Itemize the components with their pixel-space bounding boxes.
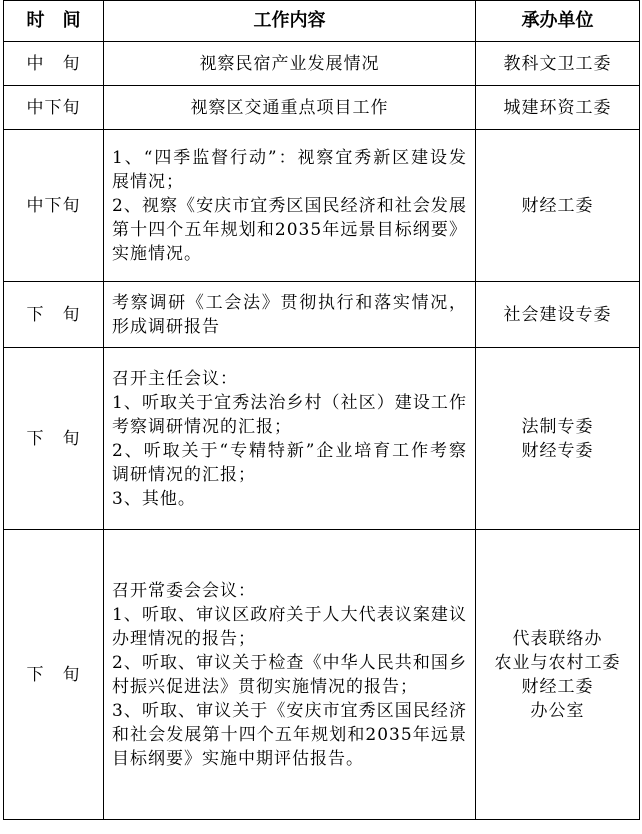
unit-cell bbox=[476, 530, 640, 820]
work-schedule-table bbox=[3, 0, 640, 820]
content-line: 2、听取关于“专精特新”企业培育工作考察调研情况的汇报； bbox=[112, 440, 467, 485]
table-row bbox=[4, 130, 640, 282]
table-row bbox=[4, 42, 640, 86]
unit-cell bbox=[476, 348, 640, 530]
header-row bbox=[4, 1, 640, 42]
unit-line: 教科文卫工委 bbox=[503, 53, 612, 74]
content-cell bbox=[104, 42, 476, 86]
table-row bbox=[4, 282, 640, 348]
content-cell bbox=[104, 282, 476, 348]
unit-cell bbox=[476, 86, 640, 130]
content-line: 1、听取、审议区政府关于人大代表议案建议办理情况的报告； bbox=[112, 604, 467, 649]
unit-cell bbox=[476, 282, 640, 348]
unit-line: 财经工委 bbox=[521, 195, 594, 216]
content-line: 视察民宿产业发展情况 bbox=[199, 53, 380, 74]
header-time: 时 间 bbox=[4, 1, 104, 42]
content-cell bbox=[104, 86, 476, 130]
content-line: 2、听取、审议关于检查《中华人民共和国乡村振兴促进法》贯彻实施情况的报告； bbox=[112, 652, 467, 697]
time-cell: 下 旬 bbox=[4, 530, 104, 820]
time-cell: 下 旬 bbox=[4, 348, 104, 530]
table-row bbox=[4, 530, 640, 820]
content-cell bbox=[104, 348, 476, 530]
unit-line: 办公室 bbox=[530, 700, 585, 721]
table-row bbox=[4, 348, 640, 530]
header-unit: 承办单位 bbox=[476, 1, 640, 42]
unit-line: 农业与农村工委 bbox=[494, 652, 621, 673]
content-line: 1、“四季监督行动”：视察宜秀新区建设发展情况； bbox=[112, 147, 467, 192]
unit-line: 城建环资工委 bbox=[503, 97, 612, 118]
content-line: 考察调研《工会法》贯彻执行和落实情况，形成调研报告 bbox=[112, 292, 467, 337]
unit-line: 财经专委 bbox=[521, 440, 594, 461]
content-line: 召开常委会会议： bbox=[112, 580, 256, 601]
content-line: 视察区交通重点项目工作 bbox=[190, 97, 389, 118]
unit-line: 财经工委 bbox=[521, 676, 594, 697]
content-line: 3、听取、审议关于《安庆市宜秀区国民经济和社会发展第十四个五年规划和2035年远景目标纲要》实施中期评估报告。 bbox=[112, 700, 467, 769]
unit-cell bbox=[476, 130, 640, 282]
time-cell: 中下旬 bbox=[4, 86, 104, 130]
content-cell bbox=[104, 130, 476, 282]
table-row bbox=[4, 86, 640, 130]
content-line: 召开主任会议： bbox=[112, 368, 238, 389]
time-cell: 下 旬 bbox=[4, 282, 104, 348]
content-cell bbox=[104, 530, 476, 820]
time-cell: 中下旬 bbox=[4, 130, 104, 282]
time-cell: 中 旬 bbox=[4, 42, 104, 86]
unit-line: 法制专委 bbox=[521, 416, 594, 437]
content-line: 3、其他。 bbox=[112, 488, 196, 509]
unit-cell bbox=[476, 42, 640, 86]
content-line: 1、听取关于宜秀法治乡村（社区）建设工作考察调研情况的汇报； bbox=[112, 392, 467, 437]
content-line: 2、视察《安庆市宜秀区国民经济和社会发展第十四个五年规划和2035年远景目标纲要》实施情况。 bbox=[112, 195, 467, 264]
unit-line: 社会建设专委 bbox=[503, 304, 612, 325]
header-content: 工作内容 bbox=[104, 1, 476, 42]
unit-line: 代表联络办 bbox=[512, 628, 603, 649]
